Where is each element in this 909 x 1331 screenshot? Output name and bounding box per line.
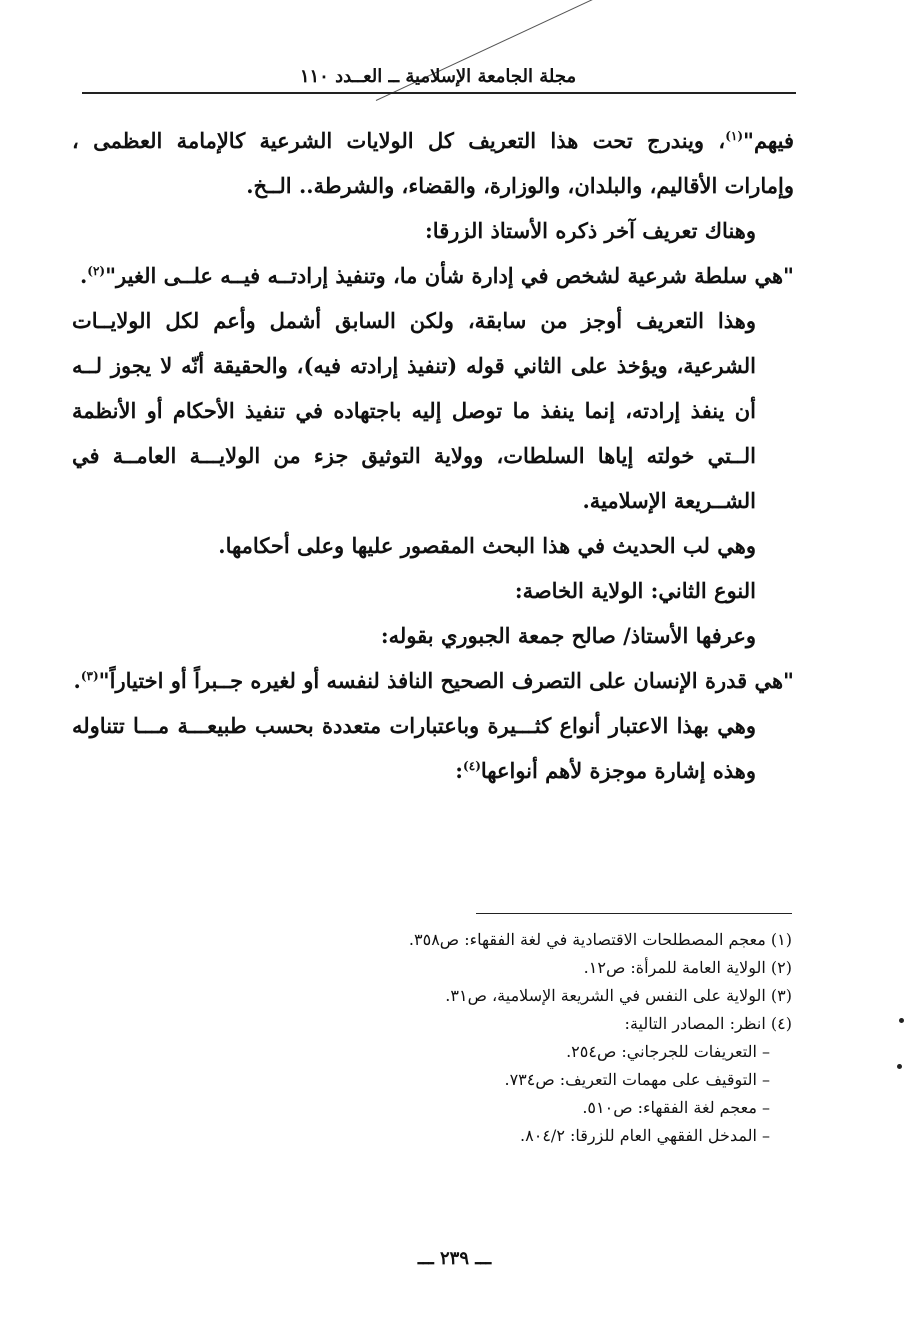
paragraph-1: فيهم"$^{(١)}$، ويندرج تحت هذا التعريف كل الولايات الشرعية كالإمامة العظمى ، وإمارات الأقاليم، والبلدان، والوزارة، والقضاء، والشرطة.. الــخ. [72, 128, 794, 198]
footnote-4-item: – التعريفات للجرجاني: ص٢٥٤. [566, 1042, 770, 1061]
paragraph-3-quote: "هي سلطة شرعية لشخص في إدارة شأن ما، وتنفيذ إرادتــه فيــه علــى الغير"$^{(٢)}$. [79, 263, 794, 288]
paragraph-6-heading: النوع الثاني: الولاية الخاصة: [514, 578, 756, 603]
footnotes [180, 926, 792, 1150]
scan-speck [899, 1018, 904, 1023]
page-number: ـــ ٢٣٩ ـــ [417, 1248, 492, 1269]
footnote-4: (٤) انظر: المصادر التالية: [624, 1014, 792, 1033]
running-head: مجلة الجامعة الإسلامية ــ العــدد ١١٠ [299, 66, 577, 87]
scan-speck [897, 1064, 902, 1069]
paragraph-2: وهناك تعريف آخر ذكره الأستاذ الزرقا: [425, 218, 756, 243]
footnote-3: (٣) الولاية على النفس في الشريعة الإسلامية، ص٣١. [445, 986, 792, 1005]
body-text [72, 118, 794, 793]
paragraph-9: وهي بهذا الاعتبار أنواع كثـــيرة وباعتبارات متعددة بحسب طبيعـــة مـــا تتناوله وهذه إشارة موجزة لأهم أنواعها$^{(٤)}$: [72, 713, 756, 783]
footnote-4-item: – معجم لغة الفقهاء: ص٥١٠. [582, 1098, 770, 1117]
paragraph-5: وهي لب الحديث في هذا البحث المقصور عليها وعلى أحكامها. [218, 533, 756, 558]
footnote-ref-4[interactable]: (٤) [463, 759, 481, 773]
footnote-4-item: – التوقيف على مهمات التعريف: ص٧٣٤. [504, 1070, 770, 1089]
footnote-ref-1[interactable]: (١) [725, 129, 744, 143]
paragraph-4: وهذا التعريف أوجز من سابقة، ولكن السابق أشمل وأعم لكل الولايــات الشرعية، ويؤخذ على الثاني قوله (تنفيذ إرادته فيه)، والحقيقة أنّه لا يجوز لــه أن ينفذ إرادته، إنما ينفذ ما توصل إليه باجتهاده في تنفيذ الأحكام أو الأنظمة الــتي خولته إياها السلطات، وولاية التوثيق جزء من الولايـــة العامــة في الشــريعة الإسلامية. [72, 308, 756, 513]
paragraph-8-quote: "هي قدرة الإنسان على التصرف الصحيح النافذ لنفسه أو لغيره جــبراً أو اختياراً"$^{(٣)}$. [73, 668, 794, 693]
footnote-ref-2[interactable]: (٢) [87, 264, 106, 278]
footnote-rule [476, 913, 792, 914]
footnote-4-item: – المدخل الفقهي العام للزرقا: ٨٠٤/٢. [520, 1126, 770, 1145]
header-rule [82, 92, 796, 94]
footnote-1: (١) معجم المصطلحات الاقتصادية في لغة الفقهاء: ص٣٥٨. [408, 930, 792, 949]
footnote-2: (٢) الولاية العامة للمرأة: ص١٢. [583, 958, 792, 977]
footnote-ref-3[interactable]: (٣) [80, 669, 99, 683]
paragraph-7: وعرفها الأستاذ/ صالح جمعة الجبوري بقوله: [380, 623, 756, 648]
